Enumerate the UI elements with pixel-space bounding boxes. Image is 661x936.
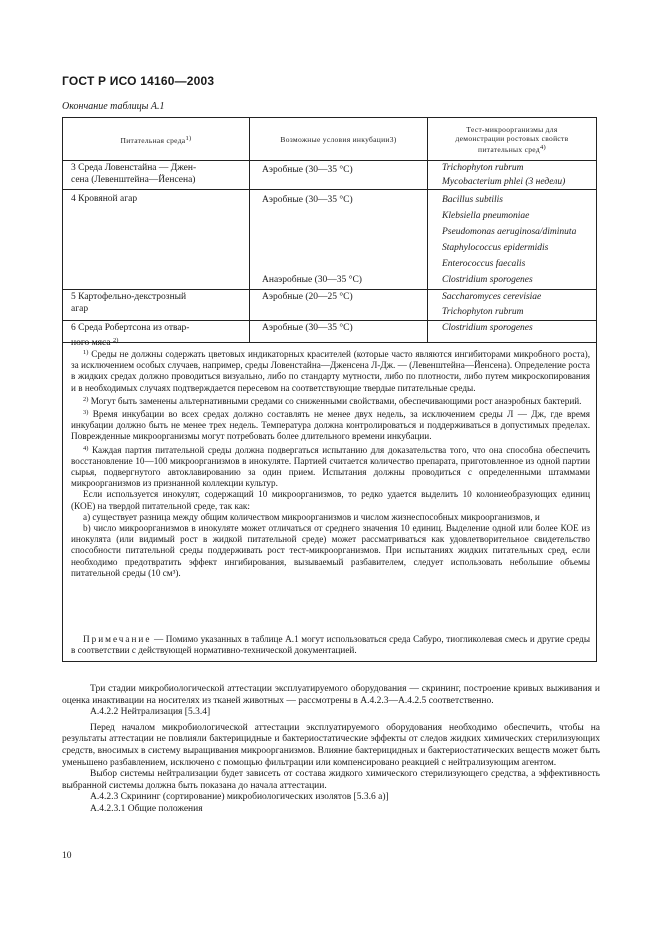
table-note (71, 634, 590, 656)
incubation-condition: Аэробные (20—25 °С) (262, 292, 353, 302)
body-paragraph: Перед началом микробиологической аттестации эксплуатируемого оборудования необходимо обеспечить, чтобы на результаты аттестации не повлияли бактерицидные и бактериостатические эффекты от следов жидких химических стерилизующих средств, вносимых в систему выращивания микроорганизмов. Влияние бактерицидных и бактериостатических веществ может быть уменьшено разбавлением, исключено с помощью фильтрации или компенсировано реакцией с нейтрализующим агентом. (62, 722, 600, 768)
test-organism: Clostridium sporogenes (442, 275, 533, 285)
table-row-medium: 4 Кровяной агар (71, 194, 138, 204)
section-heading-screening: А.4.2.3 Скрининг (сортирование) микробиологических изолятов [5.3.6 а)] (90, 792, 389, 803)
test-organism: Staphylococcus epidermidis (442, 243, 549, 253)
row-rule (63, 289, 596, 290)
table-footnotes (71, 347, 590, 579)
footnote-1: $^{1)}$ Среды не должны содержать цветовых индикаторных красителей (которые часто являются ингибиторами микробного роста), за исключением особых случаев, например, среды Ловенстайна—Дженсена Л-Дж. — (Левенштейна—Йенсена). Определение роста в жидких средах должно проводиться визуально, либо по стандарту мутности, либо по плотности, либо путем микроскопирования и в необходимых случаях подтверждается пересевом на соответствующие твердые питательные среды. (71, 349, 591, 393)
test-organism: Mycobacterium phlei (3 недели) (442, 177, 566, 187)
column-header-medium: Питательная среда1) (120, 134, 192, 145)
note-text: — Помимо указанных в таблице А.1 могут использоваться среда Сабуро, тиогликолевая смесь и другие среды в соответствии с действующей нормативно-технической документацией. (71, 634, 590, 656)
test-organism: Trichophyton rubrum (442, 163, 524, 173)
table-caption: Окончание таблицы А.1 (62, 101, 165, 112)
body-text (62, 684, 600, 816)
incubation-condition: Аэробные (30—35 °С) (262, 323, 353, 333)
column-header-conditions: Возможные условия инкубации3) (280, 134, 397, 144)
footnote-2: $^{2)}$ Могут быть заменены альтернативными средами со сниженными свойствами, обеспечивающими рост анаэробных бактерий. (83, 395, 582, 406)
incubation-condition: Аэробные (30—35 °С) (262, 165, 353, 175)
incubation-condition: Аэробные (30—35 °С) (262, 195, 353, 205)
note-label: Примечание (83, 634, 152, 644)
footnote-paragraph: а) существует разница между общим количеством микроорганизмов и числом жизнеспособных микроорганизмов, и (83, 511, 540, 522)
body-paragraph: Выбор системы нейтрализации будет зависеть от состава жидкого химического стерилизующего средства, а эффективность выбранной системы должна быть показана до начала аттестации. (62, 769, 600, 791)
section-heading-general: А.4.2.3.1 Общие положения (90, 803, 203, 814)
test-organism: Clostridium sporogenes (442, 323, 533, 333)
table-row-medium: 3 Среда Ловенстайна — Джен- сена (Левенштейна—Йенсена) (71, 163, 197, 185)
media-table (62, 117, 597, 662)
test-organism: Pseudomonas aeruginosa/diminuta (442, 227, 577, 237)
test-organism: Klebsiella pneumoniae (442, 211, 530, 221)
column-header-organisms: Тест-микроорганизмы для демонстрации ростовых свойств питательных сред4) (455, 124, 569, 154)
footnote-paragraph: Если используется инокулят, содержащий 10 микроорганизмов, то редко удается выделить 10 колониеобразующих единиц (КОЕ) на твердой питательной среде, так как: (71, 489, 590, 511)
row-rule (63, 320, 596, 321)
body-paragraph: Три стадии микробиологической аттестации эксплуатируемого оборудования — скрининг, построение кривых выживания и оценка инактивации на носителях из тканей животных — рассмотрены в А.4.2.3—А.4.2.5 соответственно. (62, 684, 600, 706)
footnote-4: $^{4)}$ Каждая партия питательной среды должна подвергаться испытанию для доказательства того, что она способна обеспечить восстановление 10—100 микроорганизмов в инокуляте. Партией считается количество препарата, приготовленное из одной партии сырья, подвергнутого автоклавированию за один прием. Испытания должны проводиться с определенными штаммами микроорганизмов из признанной коллекции культур. (71, 444, 590, 489)
test-organism: Saccharomyces cerevisiae (442, 292, 542, 302)
section-heading-neutralization: А.4.2.2 Нейтрализация [5.3.4] (90, 707, 211, 718)
row-rule (63, 189, 596, 190)
footnote-paragraph: b) число микроорганизмов в инокуляте может отличаться от среднего значения 10 единиц. Выделение одной или более КОЕ из инокулята (или видимый рост в жидкой питательной среде) может рассматриваться как удовлетворительное свидетельство способности питательной среды поддерживать рост тест-микроорганизмов. При испытаниях жидких питательных сред, если необходимо предотвратить эффект ингибирования, вызываемый разбавителем, следует использовать небольшие объемы питательной среды (10 см³). (71, 523, 590, 578)
standard-header: ГОСТ Р ИСО 14160—2003 (62, 74, 215, 88)
test-organism: Bacillus subtilis (442, 195, 503, 205)
table-row-medium: 5 Картофельно-декстрозный агар (71, 292, 187, 314)
test-organism: Enterococcus faecalis (442, 259, 526, 269)
incubation-condition: Анаэробные (30—35 °С) (262, 275, 362, 285)
table-row-medium: 6 Среда Робертсона из отвар- ного мяса $^{2)}$ (71, 323, 190, 348)
header-rule (63, 160, 596, 161)
page-number: 10 (62, 851, 72, 861)
footnote-3: $^{3)}$ Время инкубации во всех средах должно составлять не менее двух недель, за исключением среды Л — Дж, где время инкубации должно быть не менее трех недель. Температура должна контролироваться и поддерживаться в допустимых пределах. Поврежденные микроорганизмы могут потребовать более длительного времени инкубации. (71, 409, 591, 442)
test-organism: Trichophyton rubrum (442, 307, 524, 317)
